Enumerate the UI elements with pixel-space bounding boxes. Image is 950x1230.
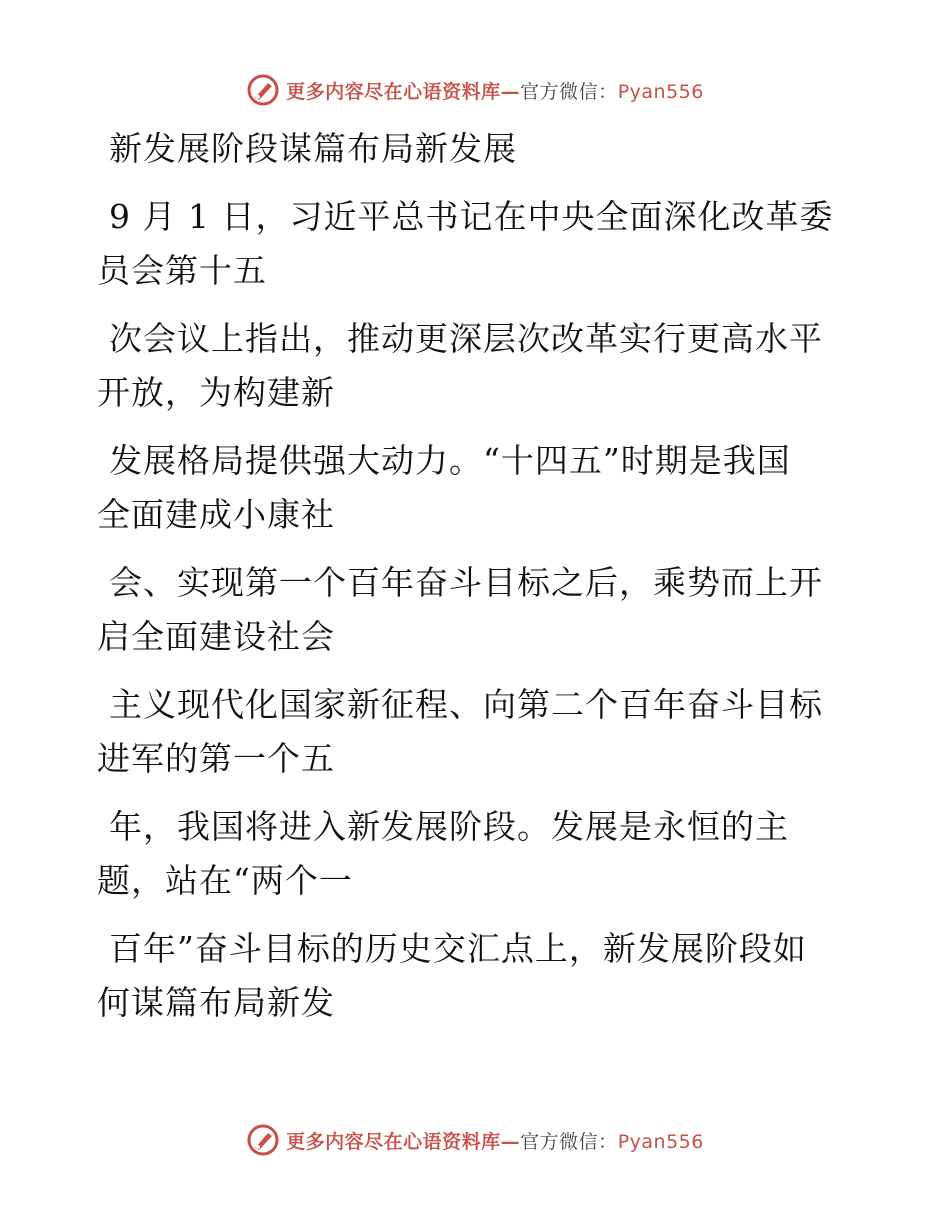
paragraph-line: 员会第十五 <box>97 251 267 290</box>
pen-logo-icon <box>246 73 280 107</box>
paragraph-line: 百年”奋斗目标的历史交汇点上，新发展阶段如 <box>109 929 807 968</box>
document-title: 新发展阶段谋篇布局新发展 <box>109 129 517 168</box>
banner-text <box>286 77 704 104</box>
banner-contact-label: 官方微信： <box>520 80 618 103</box>
pen-logo-icon <box>246 1123 280 1157</box>
paragraph-line: 会、实现第一个百年奋斗目标之后，乘势而上开 <box>109 563 823 602</box>
banner-wechat-id: Pyan556 <box>617 80 704 103</box>
banner-contact-label: 官方微信： <box>520 1130 618 1153</box>
paragraph-line: 9 月 1 日，习近平总书记在中央全面深化改革委 <box>109 197 834 236</box>
paragraph-line: 年，我国将进入新发展阶段。发展是永恒的主 <box>109 807 789 846</box>
paragraph-line: 题，站在“两个一 <box>97 861 353 900</box>
header-watermark-banner <box>0 70 950 110</box>
paragraph-line: 进军的第一个五 <box>97 739 335 778</box>
document-body <box>97 122 857 1030</box>
paragraph-line: 发展格局提供强大动力。“十四五”时期是我国 <box>109 441 791 480</box>
paragraph-line: 启全面建设社会 <box>97 617 335 656</box>
paragraph-line: 开放，为构建新 <box>97 373 335 412</box>
banner-dash: — <box>500 1130 521 1153</box>
paragraph-line: 何谋篇布局新发 <box>97 983 335 1022</box>
paragraph-line: 主义现代化国家新征程、向第二个百年奋斗目标 <box>109 685 823 724</box>
paragraph-line: 次会议上指出，推动更深层次改革实行更高水平 <box>109 319 823 358</box>
banner-text <box>286 1127 704 1154</box>
banner-main-text: 更多内容尽在心语资料库 <box>286 80 501 103</box>
banner-main-text: 更多内容尽在心语资料库 <box>286 1130 501 1153</box>
paragraph-line: 全面建成小康社 <box>97 495 335 534</box>
footer-watermark-banner <box>0 1120 950 1160</box>
banner-wechat-id: Pyan556 <box>617 1130 704 1153</box>
banner-dash: — <box>500 80 521 103</box>
